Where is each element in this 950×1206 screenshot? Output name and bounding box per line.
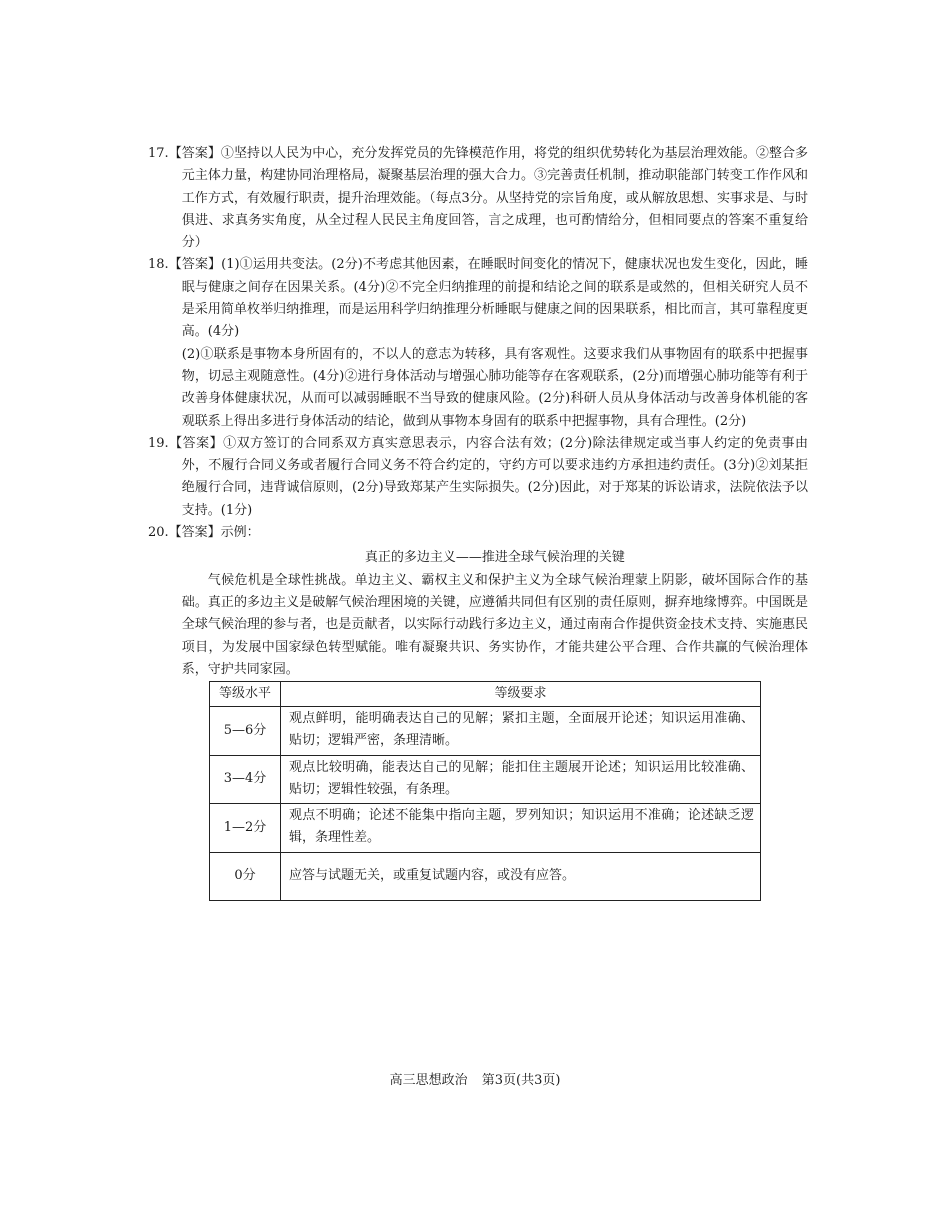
footer-page-number: 第3页(共3页) [481,1073,561,1088]
grade-level: 5—6分 [210,707,281,756]
table-row [210,707,761,756]
grade-requirement: 观点比较明确，能表达自己的见解；能扣住主题展开论述；知识运用比较准确、贴切；逻辑性较强，有条理。 [281,755,761,804]
grade-requirement: 应答与试题无关，或重复试题内容，或没有应答。 [281,852,761,900]
answer-q19: 19.【答案】①双方签订的合同系双方真实意思表示，内容合法有效；(2分)除法律规定或当事人约定的免责事由外，不履行合同义务或者履行合同义务不符合约定的，守约方可以要求违约方承担违约责任。(3分)②刘某拒绝履行合同，违背诚信原则，(2分)导致郑某产生实际损失。(2分)因此，对于郑某的诉讼请求，法院依法予以支持。(1分) [148,435,808,518]
grade-level: 0分 [210,852,281,900]
grade-requirement: 观点不明确；论述不能集中指向主题，罗列知识；知识运用不准确；论述缺乏逻辑，条理性差。 [281,804,761,853]
table-row [210,852,761,900]
answer-q18-part2: (2)①联系是事物本身所固有的，不以人的意志为转移，具有客观性。这要求我们从事物固有的联系中把握事物，切忌主观随意性。(4分)②进行身体活动与增强心肺功能等存在客观联系，(2分)而增强心肺功能等有利于改善身体健康状况，从而可以减弱睡眠不当导致的健康风险。(2分)科研人员从身体活动与改善身体机能的客观联系上得出多进行身体活动的结论，做到从事物本身固有的联系中把握事物，具有合理性。(2分) [181,346,808,429]
grade-level: 1—2分 [210,804,281,853]
essay-title: 真正的多边主义——推进全球气候治理的关键 [364,550,625,566]
grade-requirement: 观点鲜明，能明确表达自己的见解；紧扣主题，全面展开论述；知识运用准确、贴切；逻辑严密，条理清晰。 [281,707,761,756]
answer-content [148,143,808,681]
header-requirement: 等级要求 [281,682,761,707]
answer-q18-part1: 18.【答案】(1)①运用共变法。(2分)不考虑其他因素，在睡眠时间变化的情况下，健康状况也发生变化，因此，睡眠与健康之间存在因果关系。(4分)②不完全归纳推理的前提和结论之间的联系是或然的，但相关研究人员不是采用简单枚举归纳推理，而是运用科学归纳推理分析睡眠与健康之间的因果联系，相比而言，其可靠程度更高。(4分) [148,257,808,340]
table-row [210,804,761,853]
header-level: 等级水平 [210,682,281,707]
page-footer [0,1070,950,1092]
grade-table-header [210,682,761,707]
grade-table [209,681,761,901]
essay-body: 气候危机是全球性挑战。单边主义、霸权主义和保护主义为全球气候治理蒙上阴影，破坏国际合作的基础。真正的多边主义是破解气候治理困境的关键，应遵循共同但有区别的责任原则，摒弃地缘博弈。中国既是全球气候治理的参与者，也是贡献者，以实际行动践行多边主义，通过南南合作提供资金技术支持、实施惠民项目，为发展中国家绿色转型赋能。唯有凝聚共识、务实协作，才能共建公平合理、合作共赢的气候治理体系，守护共同家园。 [181,572,808,677]
table-row [210,755,761,804]
answer-q20-label: 20.【答案】示例： [148,525,260,541]
footer-subject: 高三思想政治 [389,1073,468,1088]
grade-level: 3—4分 [210,755,281,804]
answer-q17: 17.【答案】①坚持以人民为中心，充分发挥党员的先锋模范作用，将党的组织优势转化为基层治理效能。②整合多元主体力量，构建协同治理格局，凝聚基层治理的强大合力。③完善责任机制，推动职能部门转变工作作风和工作方式，有效履行职责，提升治理效能。（每点3分。从坚持党的宗旨角度，或从解放思想、实事求是、与时俱进、求真务实角度，从全过程人民民主角度回答，言之成理，也可酌情给分，但相同要点的答案不重复给分） [148,146,808,251]
